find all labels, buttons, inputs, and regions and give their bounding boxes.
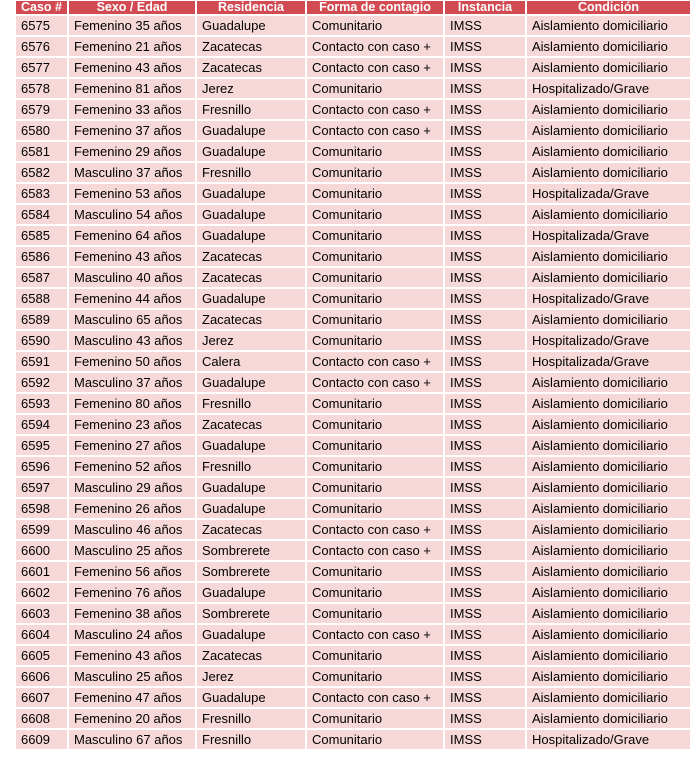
cell-instancia: IMSS: [445, 205, 525, 226]
cell-instancia: IMSS: [445, 667, 525, 688]
cell-residencia: Zacatecas: [197, 520, 305, 541]
cell-condicion: Hospitalizado/Grave: [527, 730, 690, 751]
cell-caso: 6586: [16, 247, 67, 268]
cell-forma-contagio: Comunitario: [307, 457, 443, 478]
cell-instancia: IMSS: [445, 142, 525, 163]
cell-sexo-edad: Femenino 81 años: [69, 79, 195, 100]
cell-instancia: IMSS: [445, 709, 525, 730]
table-row: [16, 37, 690, 58]
cell-condicion: Aislamiento domiciliario: [527, 100, 690, 121]
cell-caso: 6576: [16, 37, 67, 58]
cell-sexo-edad: Femenino 20 años: [69, 709, 195, 730]
cell-residencia: Guadalupe: [197, 688, 305, 709]
cell-caso: 6596: [16, 457, 67, 478]
cell-condicion: Aislamiento domiciliario: [527, 310, 690, 331]
table-row: [16, 79, 690, 100]
table-row: [16, 520, 690, 541]
cell-condicion: Aislamiento domiciliario: [527, 562, 690, 583]
cell-residencia: Guadalupe: [197, 184, 305, 205]
cell-forma-contagio: Contacto con caso +: [307, 100, 443, 121]
table-row: [16, 205, 690, 226]
cell-residencia: Zacatecas: [197, 646, 305, 667]
cell-forma-contagio: Contacto con caso +: [307, 37, 443, 58]
cell-caso: 6599: [16, 520, 67, 541]
cell-forma-contagio: Comunitario: [307, 79, 443, 100]
cell-instancia: IMSS: [445, 583, 525, 604]
cell-sexo-edad: Femenino 53 años: [69, 184, 195, 205]
table-row: [16, 499, 690, 520]
cell-instancia: IMSS: [445, 415, 525, 436]
cell-caso: 6604: [16, 625, 67, 646]
cell-forma-contagio: Contacto con caso +: [307, 58, 443, 79]
cell-caso: 6598: [16, 499, 67, 520]
header-residencia: Residencia: [197, 1, 305, 16]
cell-forma-contagio: Comunitario: [307, 184, 443, 205]
cell-condicion: Aislamiento domiciliario: [527, 688, 690, 709]
cell-residencia: Fresnillo: [197, 709, 305, 730]
cell-instancia: IMSS: [445, 247, 525, 268]
cell-instancia: IMSS: [445, 562, 525, 583]
cell-residencia: Guadalupe: [197, 205, 305, 226]
cell-caso: 6582: [16, 163, 67, 184]
table-row: [16, 352, 690, 373]
cell-caso: 6590: [16, 331, 67, 352]
cell-caso: 6580: [16, 121, 67, 142]
cell-residencia: Calera: [197, 352, 305, 373]
table-row: [16, 646, 690, 667]
cell-condicion: Aislamiento domiciliario: [527, 373, 690, 394]
cell-caso: 6585: [16, 226, 67, 247]
header-sexo-edad: Sexo / Edad: [69, 1, 195, 16]
cell-residencia: Zacatecas: [197, 247, 305, 268]
cell-condicion: Hospitalizado/Grave: [527, 289, 690, 310]
cell-caso: 6600: [16, 541, 67, 562]
cell-residencia: Sombrerete: [197, 541, 305, 562]
header-caso: Caso #: [16, 1, 67, 16]
table-row: [16, 226, 690, 247]
cell-forma-contagio: Comunitario: [307, 709, 443, 730]
cell-caso: 6577: [16, 58, 67, 79]
cell-sexo-edad: Masculino 25 años: [69, 541, 195, 562]
cell-forma-contagio: Comunitario: [307, 205, 443, 226]
cell-sexo-edad: Masculino 29 años: [69, 478, 195, 499]
cell-sexo-edad: Femenino 44 años: [69, 289, 195, 310]
table-row: [16, 709, 690, 730]
cell-sexo-edad: Femenino 33 años: [69, 100, 195, 121]
table-row: [16, 415, 690, 436]
cell-instancia: IMSS: [445, 499, 525, 520]
cell-sexo-edad: Femenino 64 años: [69, 226, 195, 247]
cell-caso: 6595: [16, 436, 67, 457]
cell-instancia: IMSS: [445, 331, 525, 352]
cell-instancia: IMSS: [445, 436, 525, 457]
cell-caso: 6591: [16, 352, 67, 373]
cell-instancia: IMSS: [445, 163, 525, 184]
header-forma-contagio: Forma de contagio: [307, 1, 443, 16]
cell-forma-contagio: Contacto con caso +: [307, 352, 443, 373]
cell-residencia: Guadalupe: [197, 226, 305, 247]
cell-instancia: IMSS: [445, 730, 525, 751]
cell-caso: 6588: [16, 289, 67, 310]
cell-residencia: Jerez: [197, 667, 305, 688]
cell-condicion: Aislamiento domiciliario: [527, 604, 690, 625]
table-row: [16, 289, 690, 310]
cell-forma-contagio: Comunitario: [307, 289, 443, 310]
cell-caso: 6607: [16, 688, 67, 709]
cell-residencia: Guadalupe: [197, 373, 305, 394]
cell-caso: 6603: [16, 604, 67, 625]
cell-instancia: IMSS: [445, 226, 525, 247]
table-row: [16, 478, 690, 499]
cell-sexo-edad: Femenino 21 años: [69, 37, 195, 58]
table-row: [16, 562, 690, 583]
header-condicion: Condición: [527, 1, 690, 16]
cell-sexo-edad: Femenino 43 años: [69, 58, 195, 79]
cell-instancia: IMSS: [445, 37, 525, 58]
cell-residencia: Zacatecas: [197, 37, 305, 58]
cell-sexo-edad: Masculino 25 años: [69, 667, 195, 688]
cell-sexo-edad: Masculino 65 años: [69, 310, 195, 331]
cell-sexo-edad: Femenino 26 años: [69, 499, 195, 520]
cell-caso: 6601: [16, 562, 67, 583]
cell-forma-contagio: Contacto con caso +: [307, 688, 443, 709]
table-row: [16, 58, 690, 79]
cell-condicion: Aislamiento domiciliario: [527, 16, 690, 37]
cell-sexo-edad: Masculino 46 años: [69, 520, 195, 541]
cell-caso: 6605: [16, 646, 67, 667]
cell-residencia: Fresnillo: [197, 163, 305, 184]
cell-caso: 6602: [16, 583, 67, 604]
cell-instancia: IMSS: [445, 100, 525, 121]
cell-forma-contagio: Comunitario: [307, 415, 443, 436]
table-row: [16, 247, 690, 268]
cell-caso: 6578: [16, 79, 67, 100]
cell-sexo-edad: Femenino 29 años: [69, 142, 195, 163]
table-row: [16, 16, 690, 37]
cell-instancia: IMSS: [445, 16, 525, 37]
cell-residencia: Guadalupe: [197, 16, 305, 37]
cell-instancia: IMSS: [445, 541, 525, 562]
cell-sexo-edad: Femenino 38 años: [69, 604, 195, 625]
cell-residencia: Guadalupe: [197, 121, 305, 142]
cell-forma-contagio: Comunitario: [307, 646, 443, 667]
cell-sexo-edad: Femenino 47 años: [69, 688, 195, 709]
cell-instancia: IMSS: [445, 79, 525, 100]
cell-sexo-edad: Femenino 76 años: [69, 583, 195, 604]
cell-caso: 6587: [16, 268, 67, 289]
cell-condicion: Aislamiento domiciliario: [527, 121, 690, 142]
cell-caso: 6579: [16, 100, 67, 121]
cell-condicion: Hospitalizada/Grave: [527, 226, 690, 247]
cell-forma-contagio: Comunitario: [307, 499, 443, 520]
cell-sexo-edad: Femenino 80 años: [69, 394, 195, 415]
cell-residencia: Sombrerete: [197, 562, 305, 583]
cell-caso: 6581: [16, 142, 67, 163]
cell-condicion: Aislamiento domiciliario: [527, 268, 690, 289]
cell-forma-contagio: Contacto con caso +: [307, 541, 443, 562]
table-row: [16, 436, 690, 457]
cell-forma-contagio: Comunitario: [307, 247, 443, 268]
cell-residencia: Guadalupe: [197, 478, 305, 499]
cell-caso: 6583: [16, 184, 67, 205]
table-row: [16, 457, 690, 478]
cell-sexo-edad: Femenino 37 años: [69, 121, 195, 142]
cell-residencia: Sombrerete: [197, 604, 305, 625]
cell-instancia: IMSS: [445, 121, 525, 142]
table-header-row: [16, 1, 690, 16]
cell-sexo-edad: Masculino 24 años: [69, 625, 195, 646]
cell-condicion: Hospitalizada/Grave: [527, 184, 690, 205]
cell-condicion: Aislamiento domiciliario: [527, 499, 690, 520]
cell-condicion: Hospitalizado/Grave: [527, 79, 690, 100]
header-instancia: Instancia: [445, 1, 525, 16]
cell-residencia: Zacatecas: [197, 58, 305, 79]
cell-sexo-edad: Femenino 56 años: [69, 562, 195, 583]
cell-instancia: IMSS: [445, 268, 525, 289]
cell-residencia: Fresnillo: [197, 100, 305, 121]
cell-residencia: Zacatecas: [197, 268, 305, 289]
table-row: [16, 100, 690, 121]
cell-instancia: IMSS: [445, 184, 525, 205]
cell-condicion: Aislamiento domiciliario: [527, 709, 690, 730]
cell-sexo-edad: Femenino 23 años: [69, 415, 195, 436]
cell-caso: 6575: [16, 16, 67, 37]
cell-instancia: IMSS: [445, 58, 525, 79]
cell-condicion: Hospitalizado/Grave: [527, 331, 690, 352]
cell-condicion: Aislamiento domiciliario: [527, 478, 690, 499]
cell-instancia: IMSS: [445, 310, 525, 331]
cell-forma-contagio: Comunitario: [307, 163, 443, 184]
table-row: [16, 184, 690, 205]
cell-residencia: Fresnillo: [197, 457, 305, 478]
cell-forma-contagio: Comunitario: [307, 142, 443, 163]
cell-residencia: Guadalupe: [197, 499, 305, 520]
table-row: [16, 625, 690, 646]
cell-condicion: Aislamiento domiciliario: [527, 163, 690, 184]
cell-sexo-edad: Masculino 54 años: [69, 205, 195, 226]
cell-sexo-edad: Femenino 35 años: [69, 16, 195, 37]
cell-condicion: Aislamiento domiciliario: [527, 205, 690, 226]
cell-forma-contagio: Comunitario: [307, 16, 443, 37]
cell-sexo-edad: Femenino 43 años: [69, 646, 195, 667]
cell-residencia: Zacatecas: [197, 415, 305, 436]
cell-sexo-edad: Masculino 37 años: [69, 163, 195, 184]
table-row: [16, 604, 690, 625]
cell-sexo-edad: Femenino 50 años: [69, 352, 195, 373]
cell-caso: 6592: [16, 373, 67, 394]
cell-residencia: Fresnillo: [197, 730, 305, 751]
cell-caso: 6589: [16, 310, 67, 331]
cell-residencia: Jerez: [197, 331, 305, 352]
cell-instancia: IMSS: [445, 478, 525, 499]
cell-forma-contagio: Comunitario: [307, 394, 443, 415]
cell-sexo-edad: Femenino 43 años: [69, 247, 195, 268]
cell-residencia: Jerez: [197, 79, 305, 100]
cell-residencia: Fresnillo: [197, 394, 305, 415]
cell-forma-contagio: Contacto con caso +: [307, 121, 443, 142]
cell-forma-contagio: Comunitario: [307, 583, 443, 604]
table-row: [16, 142, 690, 163]
cell-forma-contagio: Comunitario: [307, 604, 443, 625]
cell-forma-contagio: Comunitario: [307, 310, 443, 331]
table-row: [16, 583, 690, 604]
cell-condicion: Aislamiento domiciliario: [527, 457, 690, 478]
cell-forma-contagio: Comunitario: [307, 436, 443, 457]
cell-condicion: Aislamiento domiciliario: [527, 583, 690, 604]
cell-condicion: Aislamiento domiciliario: [527, 37, 690, 58]
cell-residencia: Guadalupe: [197, 142, 305, 163]
cell-instancia: IMSS: [445, 457, 525, 478]
table-row: [16, 373, 690, 394]
cell-forma-contagio: Comunitario: [307, 730, 443, 751]
cell-sexo-edad: Masculino 37 años: [69, 373, 195, 394]
cell-condicion: Aislamiento domiciliario: [527, 667, 690, 688]
cell-caso: 6609: [16, 730, 67, 751]
cell-forma-contagio: Comunitario: [307, 331, 443, 352]
cell-condicion: Aislamiento domiciliario: [527, 625, 690, 646]
cell-forma-contagio: Contacto con caso +: [307, 373, 443, 394]
cell-condicion: Aislamiento domiciliario: [527, 142, 690, 163]
table-row: [16, 310, 690, 331]
cell-condicion: Aislamiento domiciliario: [527, 436, 690, 457]
table-row: [16, 730, 690, 751]
cell-residencia: Guadalupe: [197, 583, 305, 604]
cell-condicion: Aislamiento domiciliario: [527, 58, 690, 79]
table-row: [16, 688, 690, 709]
cell-condicion: Aislamiento domiciliario: [527, 646, 690, 667]
cell-instancia: IMSS: [445, 646, 525, 667]
cell-sexo-edad: Femenino 27 años: [69, 436, 195, 457]
cell-forma-contagio: Contacto con caso +: [307, 625, 443, 646]
table-row: [16, 541, 690, 562]
cell-sexo-edad: Masculino 43 años: [69, 331, 195, 352]
cell-instancia: IMSS: [445, 289, 525, 310]
cell-caso: 6584: [16, 205, 67, 226]
cell-instancia: IMSS: [445, 520, 525, 541]
cell-caso: 6597: [16, 478, 67, 499]
cell-condicion: Aislamiento domiciliario: [527, 415, 690, 436]
cell-sexo-edad: Femenino 52 años: [69, 457, 195, 478]
cell-forma-contagio: Contacto con caso +: [307, 520, 443, 541]
cell-instancia: IMSS: [445, 373, 525, 394]
cell-caso: 6606: [16, 667, 67, 688]
cell-residencia: Zacatecas: [197, 310, 305, 331]
cell-instancia: IMSS: [445, 394, 525, 415]
table-row: [16, 394, 690, 415]
cell-sexo-edad: Masculino 67 años: [69, 730, 195, 751]
table-row: [16, 268, 690, 289]
cell-forma-contagio: Comunitario: [307, 478, 443, 499]
cell-instancia: IMSS: [445, 625, 525, 646]
cell-instancia: IMSS: [445, 352, 525, 373]
cell-condicion: Aislamiento domiciliario: [527, 520, 690, 541]
cell-condicion: Aislamiento domiciliario: [527, 394, 690, 415]
cell-forma-contagio: Comunitario: [307, 562, 443, 583]
cell-forma-contagio: Comunitario: [307, 226, 443, 247]
cases-table: [14, 1, 692, 751]
table-row: [16, 163, 690, 184]
table-row: [16, 121, 690, 142]
cell-forma-contagio: Comunitario: [307, 667, 443, 688]
cell-caso: 6608: [16, 709, 67, 730]
cell-forma-contagio: Comunitario: [307, 268, 443, 289]
table-row: [16, 667, 690, 688]
cell-instancia: IMSS: [445, 688, 525, 709]
cell-condicion: Aislamiento domiciliario: [527, 541, 690, 562]
cell-residencia: Guadalupe: [197, 436, 305, 457]
cell-residencia: Guadalupe: [197, 289, 305, 310]
cell-residencia: Guadalupe: [197, 625, 305, 646]
cell-sexo-edad: Masculino 40 años: [69, 268, 195, 289]
cell-caso: 6594: [16, 415, 67, 436]
cell-condicion: Hospitalizada/Grave: [527, 352, 690, 373]
cell-condicion: Aislamiento domiciliario: [527, 247, 690, 268]
table-row: [16, 331, 690, 352]
cell-instancia: IMSS: [445, 604, 525, 625]
cell-caso: 6593: [16, 394, 67, 415]
